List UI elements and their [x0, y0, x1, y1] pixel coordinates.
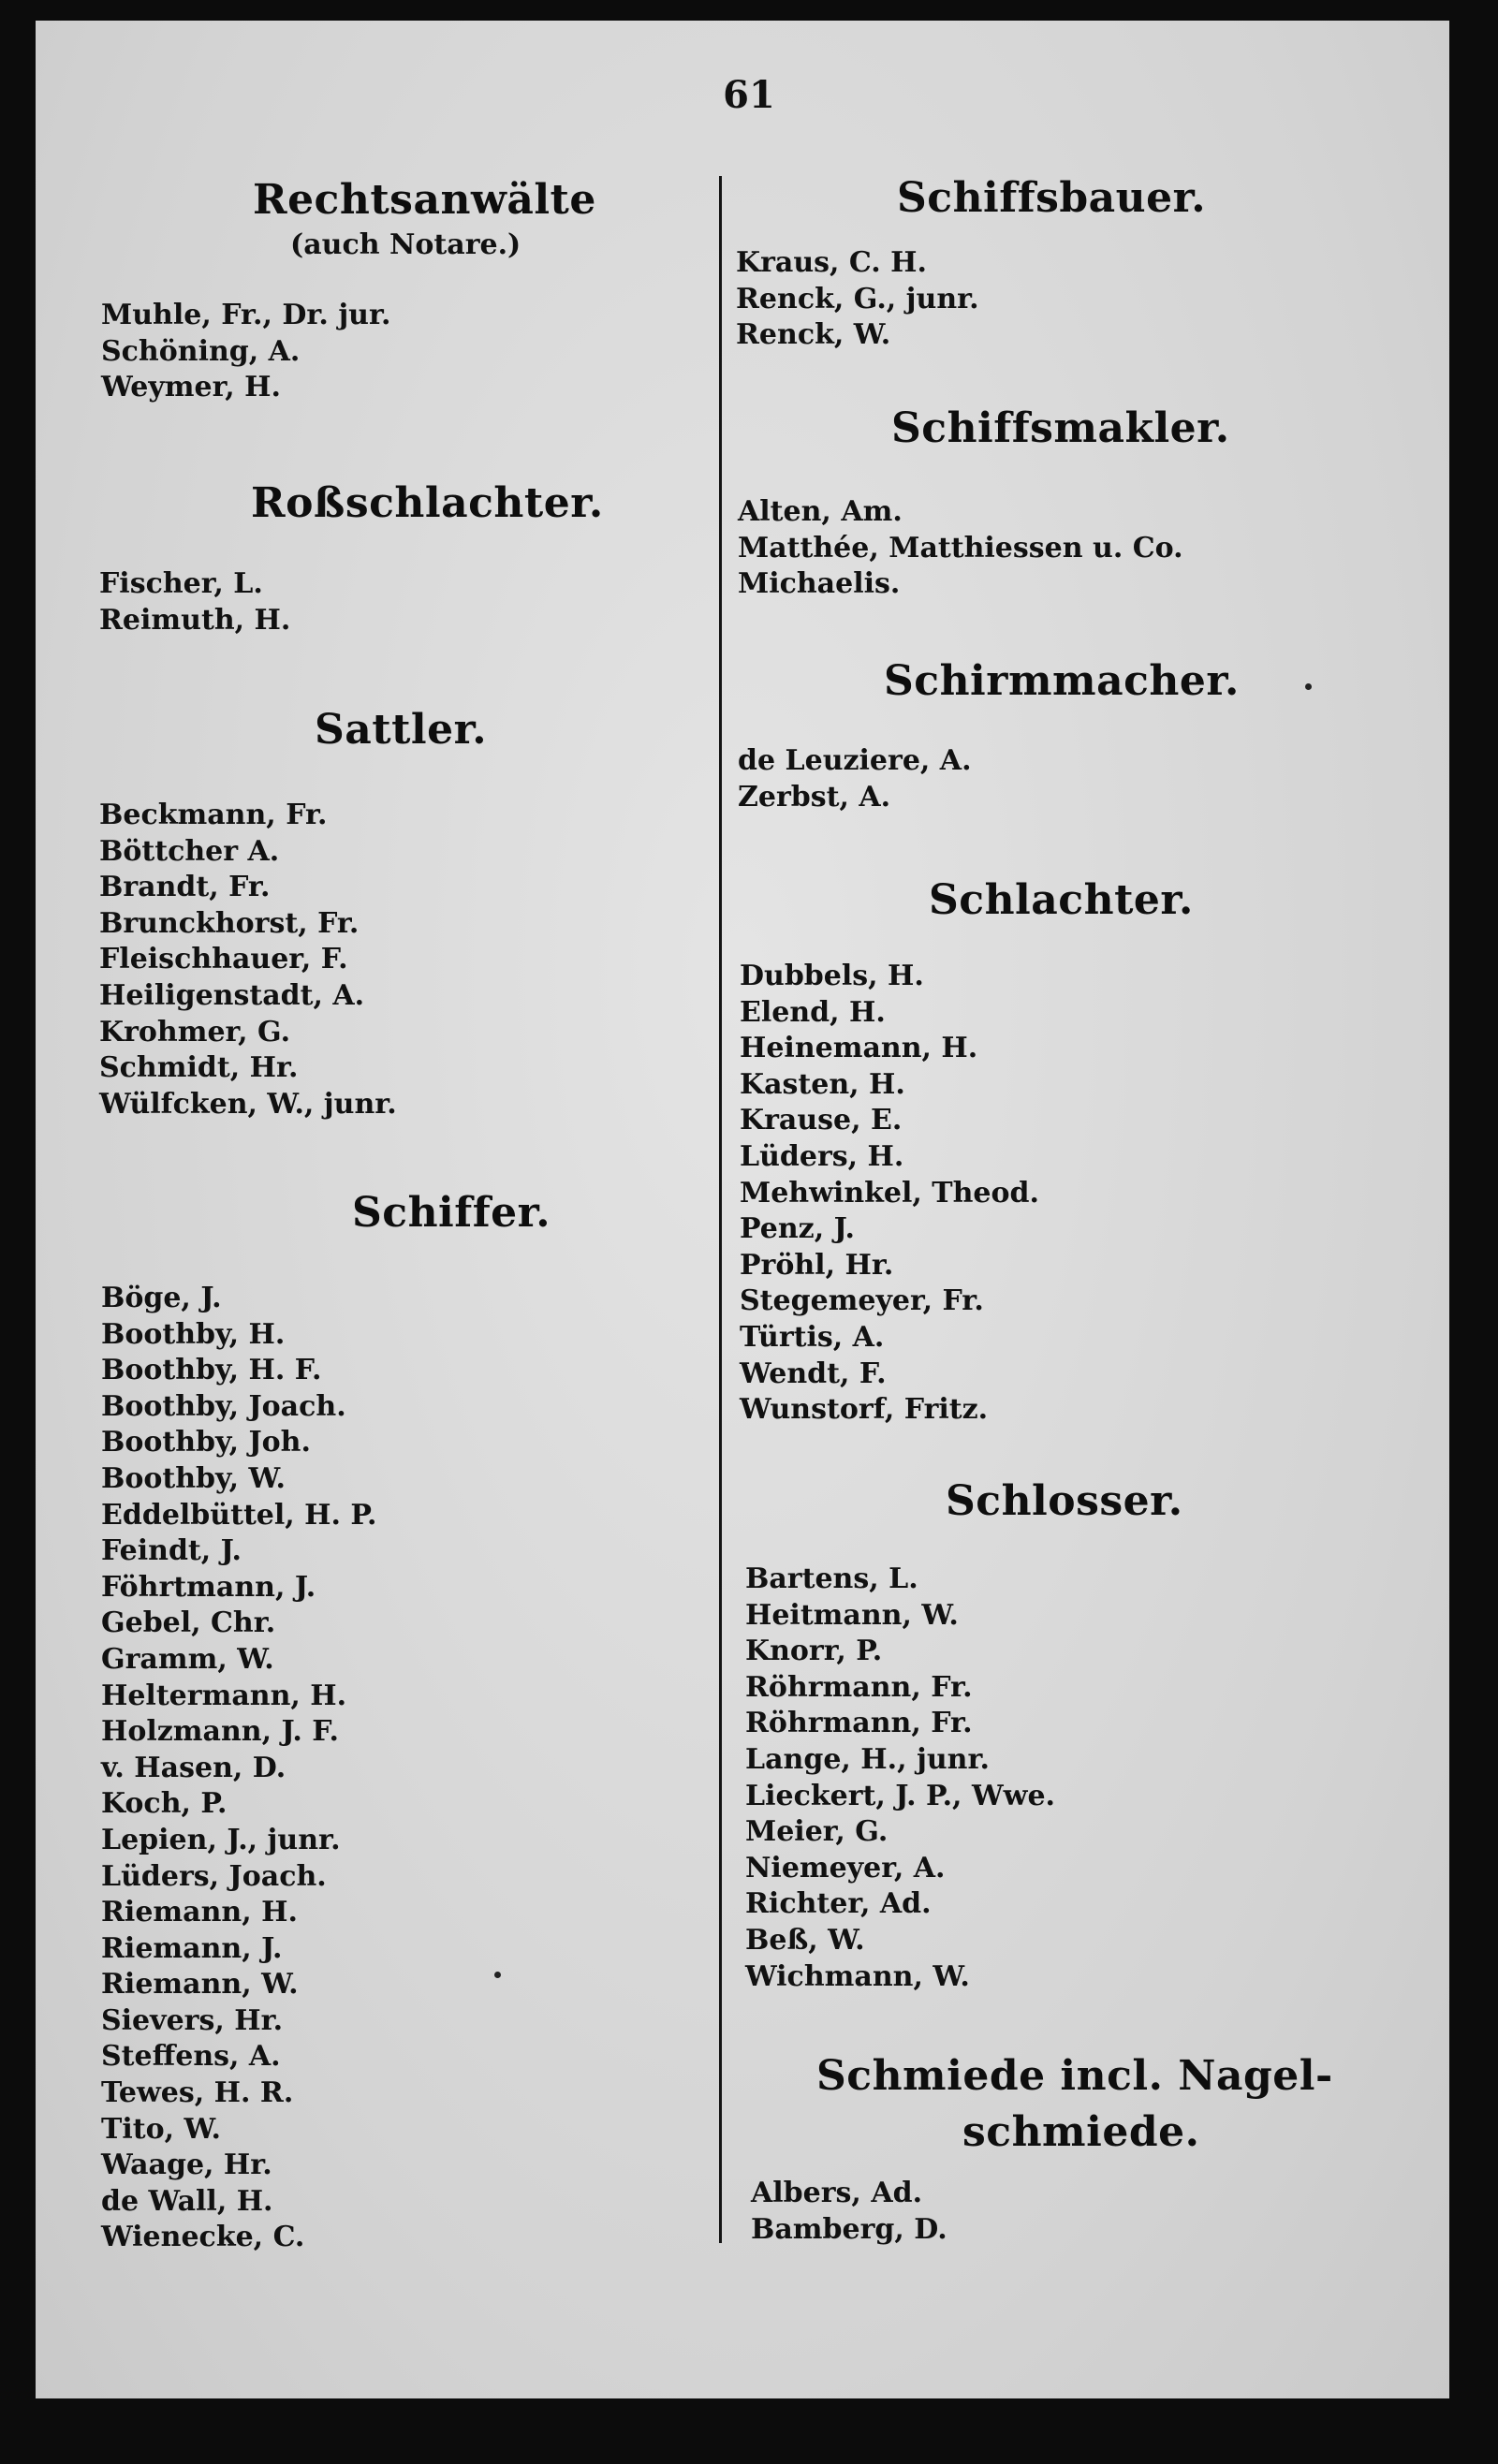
list-item: Föhrtmann, J. — [101, 1570, 316, 1604]
list-item: Boothby, Joach. — [101, 1389, 346, 1423]
entry-list — [101, 298, 390, 406]
list-item: Feindt, J. — [101, 1534, 242, 1568]
list-item: Beß, W. — [745, 1923, 865, 1957]
list-item: Michaelis. — [738, 567, 901, 601]
list-item: Renck, W. — [736, 318, 891, 352]
list-item: Boothby, W. — [101, 1461, 286, 1495]
list-item: Krohmer, G. — [99, 1015, 291, 1049]
list-item: Fischer, L. — [99, 567, 263, 600]
list-item: v. Hasen, D. — [101, 1751, 286, 1784]
list-item: Krause, E. — [740, 1104, 903, 1137]
list-item: Kasten, H. — [740, 1067, 905, 1101]
list-item: Brandt, Fr. — [99, 871, 271, 904]
entry-list — [738, 743, 972, 815]
list-item: Mehwinkel, Theod. — [740, 1176, 1039, 1210]
list-item: Röhrmann, Fr. — [745, 1670, 973, 1704]
list-item: Albers, Ad. — [751, 2177, 923, 2209]
list-item: Niemeyer, A. — [745, 1851, 946, 1885]
list-item: Waage, Hr. — [101, 2149, 272, 2182]
list-item: Lüders, Joach. — [101, 1859, 327, 1893]
list-item: Holzmann, J. F. — [101, 1715, 339, 1749]
entry-list — [738, 494, 1183, 603]
list-item: Beckmann, Fr. — [99, 799, 328, 831]
list-item: Wienecke, C. — [101, 2221, 305, 2254]
section-heading: Schlachter. — [929, 876, 1194, 924]
list-item: Reimuth, H. — [99, 603, 291, 637]
list-item: Weymer, H. — [101, 371, 281, 404]
list-item: Heltermann, H. — [101, 1679, 347, 1712]
list-item: Lange, H., junr. — [745, 1742, 990, 1776]
list-item: Boothby, H. F. — [101, 1354, 322, 1387]
column-divider — [719, 176, 722, 2243]
list-item: Alten, Am. — [738, 495, 903, 528]
section-heading: Schiffer. — [352, 1189, 551, 1237]
list-item: Pröhl, Hr. — [740, 1248, 894, 1282]
list-item: Heiligenstadt, A. — [99, 978, 365, 1012]
entry-list — [736, 245, 979, 354]
list-item: Wülfcken, W., junr. — [99, 1087, 397, 1121]
list-item: Riemann, W. — [101, 1968, 299, 2002]
list-item: Schmidt, Hr. — [99, 1051, 299, 1085]
ink-speck — [494, 1972, 501, 1978]
list-item: Riemann, J. — [101, 1931, 283, 1965]
list-item: Türtis, A. — [740, 1320, 885, 1354]
ink-speck — [1305, 683, 1312, 690]
list-item: Heinemann, H. — [740, 1032, 978, 1065]
list-item: Wichmann, W. — [745, 1959, 970, 1993]
list-item: Meier, G. — [745, 1815, 889, 1849]
list-item: Tewes, H. R. — [101, 2076, 294, 2110]
entry-list — [740, 959, 1039, 1429]
list-item: Elend, H. — [740, 995, 886, 1029]
entry-list — [101, 1281, 376, 2256]
list-item: de Wall, H. — [101, 2184, 273, 2218]
list-item: Dubbels, H. — [740, 960, 924, 992]
list-item: Lieckert, J. P., Wwe. — [745, 1779, 1055, 1812]
list-item: Tito, W. — [101, 2112, 221, 2146]
list-item: Renck, G., junr. — [736, 282, 979, 315]
entry-list — [751, 2176, 947, 2248]
list-item: Böttcher A. — [99, 834, 280, 868]
list-item: Heitmann, W. — [745, 1598, 959, 1632]
list-item: Böge, J. — [101, 1282, 222, 1314]
section-heading: Rechtsanwälte — [253, 176, 596, 224]
list-item: Muhle, Fr., Dr. jur. — [101, 299, 391, 331]
list-item: Bartens, L. — [745, 1562, 918, 1595]
list-item: Eddelbüttel, H. P. — [101, 1498, 377, 1532]
list-item: Boothby, H. — [101, 1317, 286, 1351]
list-item: Bamberg, D. — [751, 2212, 947, 2246]
list-item: de Leuziere, A. — [738, 744, 972, 777]
page-number: 61 — [723, 73, 775, 117]
section-heading: Sattler. — [315, 706, 488, 754]
list-item: Zerbst, A. — [738, 780, 891, 814]
list-item: Schöning, A. — [101, 334, 301, 368]
section-heading: Roßschlachter. — [251, 479, 604, 527]
section-subheading: (auch Notare.) — [290, 228, 521, 261]
section-heading-continued: schmiede. — [962, 2108, 1200, 2156]
list-item: Kraus, C. H. — [736, 246, 927, 279]
section-heading: Schiffsbauer. — [897, 174, 1207, 222]
entry-list — [99, 798, 397, 1122]
list-item: Matthée, Matthiessen u. Co. — [738, 531, 1183, 565]
list-item: Koch, P. — [101, 1787, 228, 1821]
entry-list — [745, 1562, 1055, 1995]
list-item: Wunstorf, Fritz. — [740, 1393, 989, 1427]
section-heading: Schiffsmakler. — [891, 404, 1230, 452]
section-heading: Schmiede incl. Nagel- — [816, 2052, 1333, 2100]
list-item: Stegemeyer, Fr. — [740, 1284, 984, 1318]
section-heading: Schirmmacher. — [884, 657, 1240, 705]
list-item: Steffens, A. — [101, 2040, 281, 2074]
section-heading: Schlosser. — [946, 1477, 1183, 1525]
list-item: Lepien, J., junr. — [101, 1823, 341, 1856]
list-item: Brunckhorst, Fr. — [99, 906, 360, 940]
list-item: Penz, J. — [740, 1212, 855, 1246]
list-item: Fleischhauer, F. — [99, 943, 348, 976]
list-item: Gebel, Chr. — [101, 1606, 276, 1640]
list-item: Sievers, Hr. — [101, 2003, 284, 2037]
list-item: Knorr, P. — [745, 1635, 883, 1668]
list-item: Gramm, W. — [101, 1642, 274, 1676]
list-item: Boothby, Joh. — [101, 1426, 311, 1459]
list-item: Riemann, H. — [101, 1896, 298, 1929]
list-item: Wendt, F. — [740, 1357, 887, 1390]
entry-list — [99, 566, 290, 638]
list-item: Lüders, H. — [740, 1139, 904, 1173]
list-item: Röhrmann, Fr. — [745, 1707, 973, 1740]
list-item: Richter, Ad. — [745, 1887, 932, 1921]
